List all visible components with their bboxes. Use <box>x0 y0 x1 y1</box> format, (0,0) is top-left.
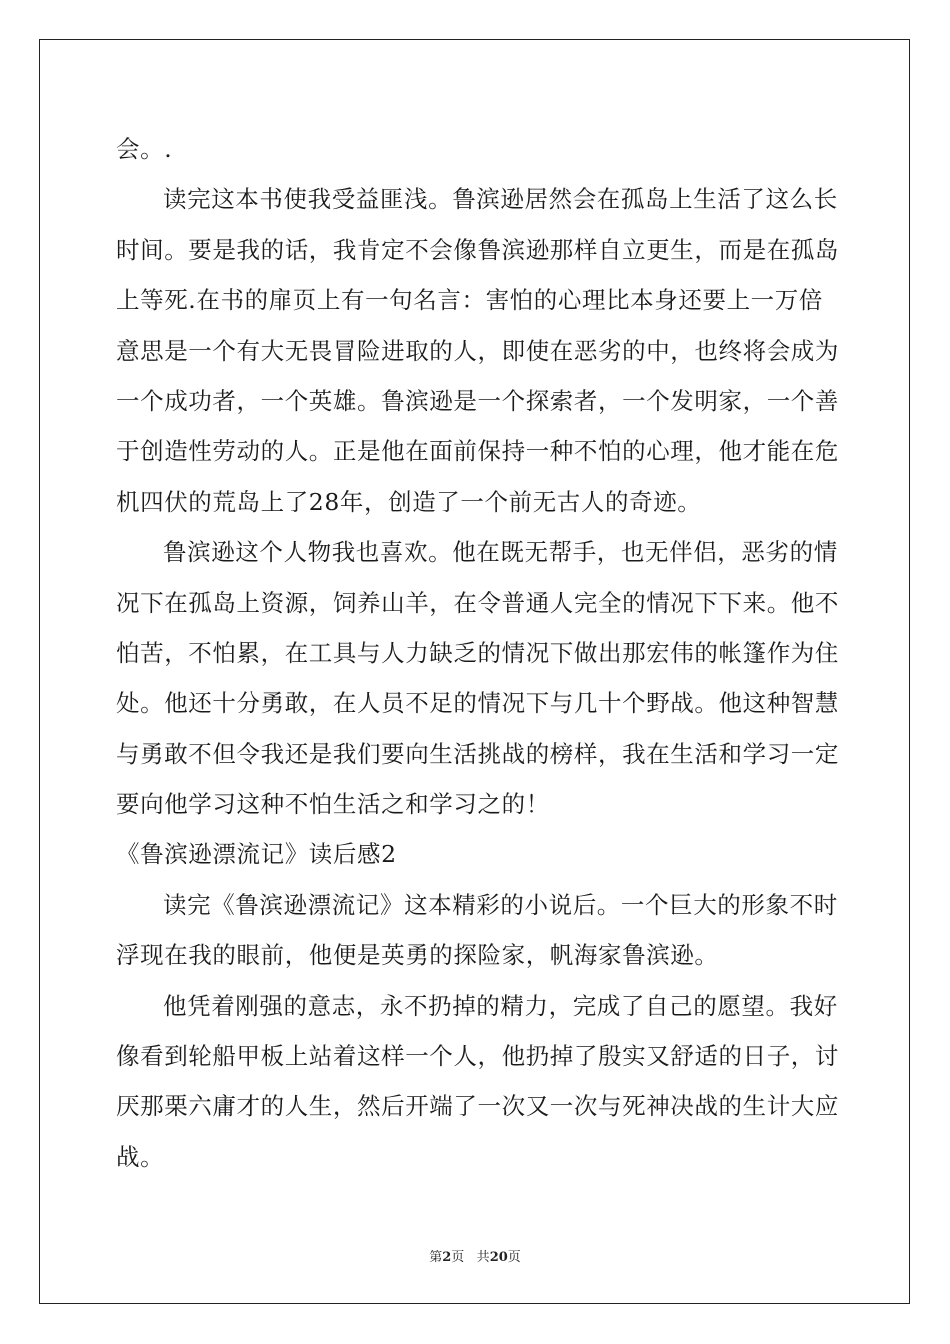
total-pages: 20 <box>489 1250 508 1265</box>
text-line: 要向他学习这种不怕生活之和学习之的！ <box>116 790 550 819</box>
document-body <box>116 124 839 1182</box>
text-line: 于创造性劳动的人。正是他在面前保持一种不怕的心理，他才能在危 <box>116 437 839 466</box>
text-line: 意思是一个有大无畏冒险进取的人，即使在恶劣的中，也终将会成为 <box>116 336 839 365</box>
text-line: 战。 <box>116 1142 165 1171</box>
text-line: 上等死.在书的扉页上有一句名言：害怕的心理比本身还要上一万倍 <box>116 286 823 315</box>
text-line: 机四伏的荒岛上了28年，创造了一个前无古人的奇迹。 <box>116 487 702 516</box>
page-footer <box>0 1246 950 1265</box>
page-label-suffix: 页 <box>451 1250 465 1265</box>
text-line: 浮现在我的眼前，他便是英勇的探险家，帆海家鲁滨逊。 <box>116 941 719 970</box>
total-label-prefix: 共 <box>476 1250 490 1265</box>
paragraph-start-line: 他凭着刚强的意志，永不扔掉的精力，完成了自己的愿望。我好 <box>163 991 838 1020</box>
page-number: 2 <box>442 1250 452 1265</box>
text-line: 怕苦，不怕累，在工具与人力缺乏的情况下做出那宏伟的帐篷作为住 <box>116 638 839 667</box>
text-line: 像看到轮船甲板上站着这样一个人，他扔掉了殷实又舒适的日子，讨 <box>116 1042 839 1071</box>
section-heading: 《鲁滨逊漂流记》读后感2 <box>116 840 397 869</box>
text-line: 与勇敢不但令我还是我们要向生活挑战的榜样，我在生活和学习一定 <box>116 739 839 768</box>
text-line: 会。. <box>116 135 173 163</box>
text-line: 时间。要是我的话，我肯定不会像鲁滨逊那样自立更生，而是在孤岛 <box>116 235 839 264</box>
text-line: 处。他还十分勇敢，在人员不足的情况下与几十个野战。他这种智慧 <box>116 689 839 718</box>
paragraph-start-line: 鲁滨逊这个人物我也喜欢。他在既无帮手，也无伴侣，恶劣的情 <box>163 538 838 567</box>
text-line: 厌那栗六庸才的人生，然后开端了一次又一次与死神决战的生计大应 <box>116 1092 839 1121</box>
paragraph-start-line: 读完《鲁滨逊漂流记》这本精彩的小说后。一个巨大的形象不时 <box>163 890 838 919</box>
page-label-prefix: 第 <box>429 1250 443 1265</box>
text-line: 况下在孤岛上资源，饲养山羊，在令普通人完全的情况下下来。他不 <box>116 588 839 617</box>
text-line: 一个成功者，一个英雄。鲁滨逊是一个探索者，一个发明家，一个善 <box>116 386 839 415</box>
paragraph-start-line: 读完这本书使我受益匪浅。鲁滨逊居然会在孤岛上生活了这么长 <box>163 185 838 214</box>
total-label-suffix: 页 <box>507 1250 521 1265</box>
